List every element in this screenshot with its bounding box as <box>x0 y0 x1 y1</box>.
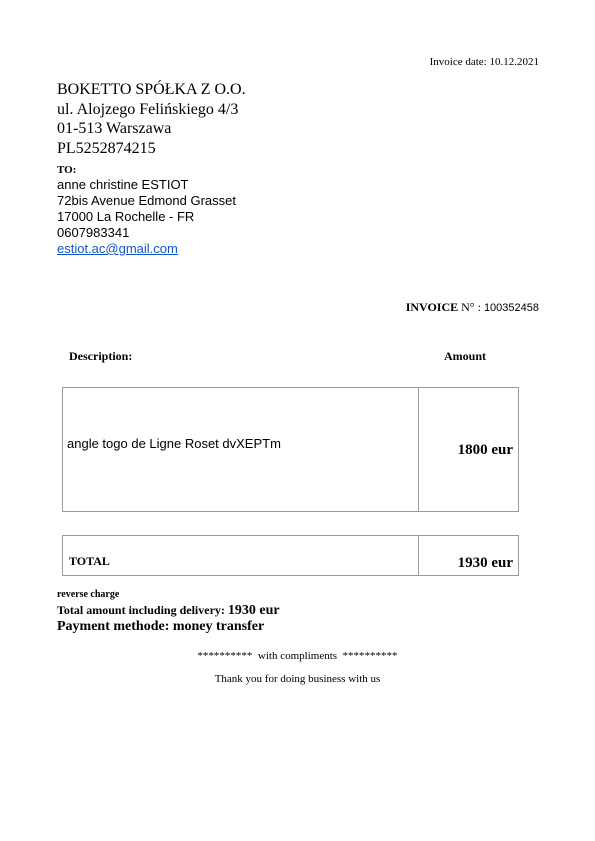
payment-method: Payment methode: money transfer <box>57 619 265 634</box>
buyer-street: 72bis Avenue Edmond Grasset <box>57 193 236 208</box>
seller-address <box>57 80 246 158</box>
delivery-total <box>57 603 280 619</box>
total-table <box>62 535 519 576</box>
invoice-number-label: INVOICE <box>405 300 459 314</box>
table-row <box>63 388 519 512</box>
seller-city: 01-513 Warszawa <box>57 120 172 137</box>
total-amount: 1930 eur <box>418 536 518 576</box>
buyer-label: TO: <box>57 164 77 176</box>
items-table <box>62 387 519 512</box>
invoice-number <box>406 300 539 315</box>
compliments-line: ********** with compliments ********** <box>197 650 398 662</box>
buyer-name: anne christine ESTIOT <box>57 177 189 192</box>
thank-you-line: Thank you for doing business with us <box>214 673 381 685</box>
table-row <box>63 536 519 576</box>
invoice-number-sep: N° : <box>461 300 481 314</box>
seller-name: BOKETTO SPÓŁKA Z O.O. <box>57 81 246 98</box>
delivery-total-value: 1930 eur <box>227 603 280 618</box>
reverse-charge-note: reverse charge <box>57 589 120 600</box>
buyer-address <box>57 177 236 257</box>
invoice-date-value: 10.12.2021 <box>489 56 539 68</box>
buyer-phone: 0607983341 <box>57 225 130 240</box>
total-label: TOTAL <box>63 536 419 576</box>
delivery-total-label: Total amount including delivery: <box>57 603 225 617</box>
item-description: angle togo de Ligne Roset dvXEPTm <box>63 388 419 512</box>
column-header-description: Description: <box>69 349 133 363</box>
invoice-date-label: Invoice date: <box>429 56 487 68</box>
invoice-number-value: 100352458 <box>483 302 539 314</box>
item-amount: 1800 eur <box>418 388 518 512</box>
invoice-date <box>430 56 539 68</box>
buyer-email-link[interactable]: estiot.ac@gmail.com <box>57 241 178 256</box>
buyer-city: 17000 La Rochelle - FR <box>57 209 195 224</box>
column-header-amount: Amount <box>444 349 487 363</box>
seller-vat: PL5252874215 <box>57 139 156 157</box>
seller-street: ul. Alojzego Felińskiego 4/3 <box>57 100 239 118</box>
